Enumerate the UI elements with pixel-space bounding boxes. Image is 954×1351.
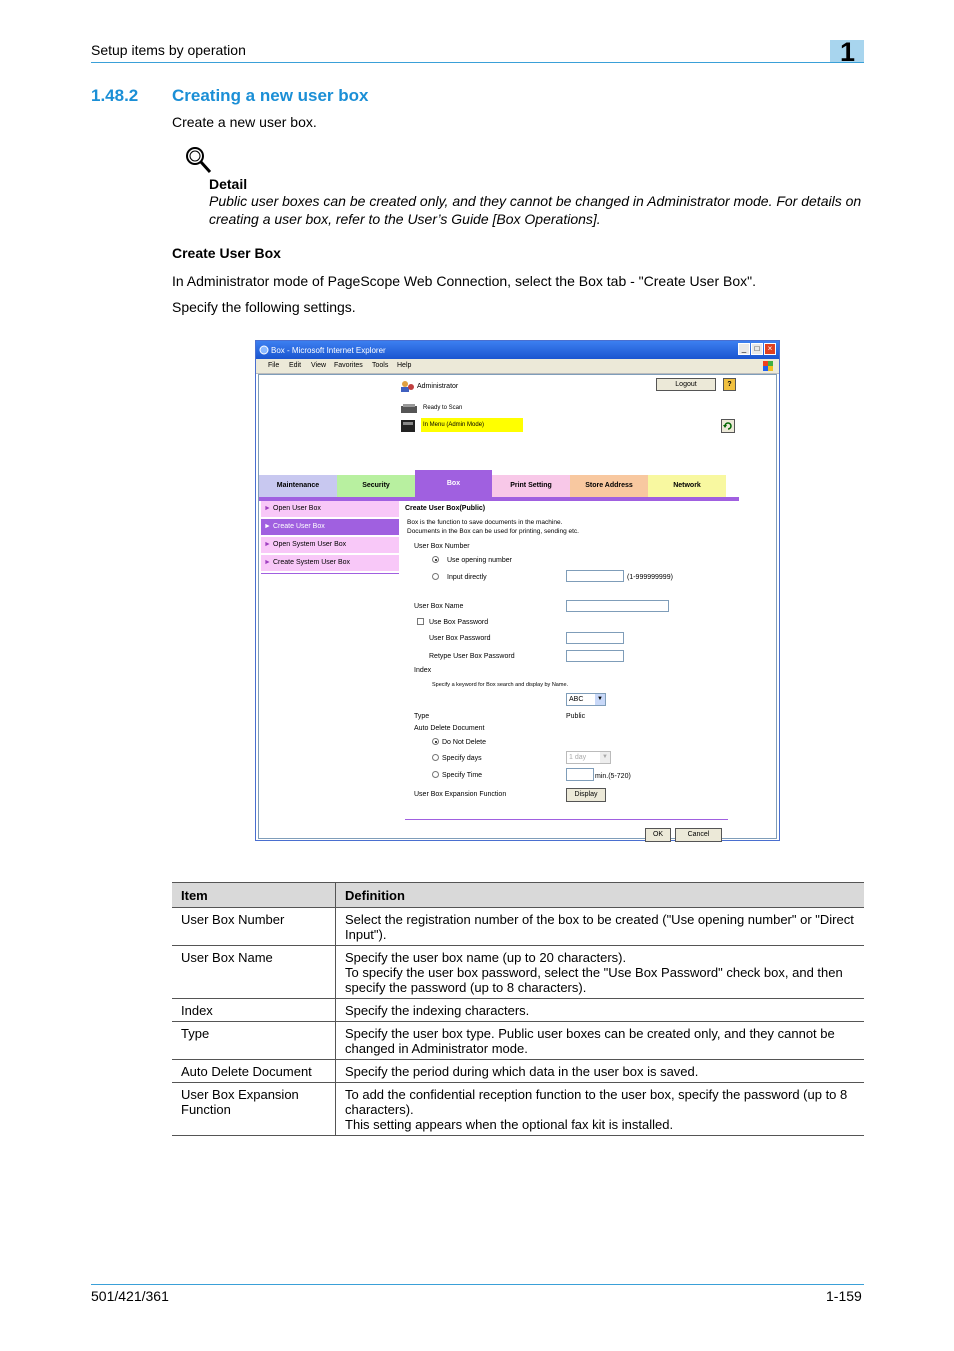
cancel-button[interactable]: Cancel: [675, 828, 722, 842]
row-item: User Box Expansion Function: [172, 1083, 336, 1136]
definition-line: Specify the period during which data in the user box is saved.: [345, 1064, 699, 1079]
sidebar-arrow-icon: ►: [264, 541, 271, 548]
user-box-name-label: User Box Name: [414, 603, 464, 610]
form-heading: Create User Box(Public): [405, 505, 486, 512]
sidebar-arrow-icon: ►: [264, 523, 271, 530]
detail-text: Public user boxes can be created only, and they cannot be changed in Administrator mode. For details on creating a user box, refer to the User’s Guide [Box Operations].: [209, 193, 862, 227]
table-row: [172, 999, 864, 1022]
window-titlebar: [256, 341, 779, 359]
input-directly-label: Input directly: [447, 574, 487, 581]
windows-flag-icon: [762, 360, 774, 372]
box-number-input[interactable]: [566, 570, 624, 582]
admin-label: Administrator: [417, 383, 459, 390]
do-not-delete-label: Do Not Delete: [442, 739, 486, 746]
help-button[interactable]: ?: [723, 378, 736, 391]
minimize-button[interactable]: _: [738, 343, 750, 355]
footer-page-number: 1-159: [826, 1288, 862, 1304]
chapter-number: 1: [840, 37, 856, 67]
radio-specify-days[interactable]: [432, 754, 439, 761]
browser-window-screenshot: [255, 340, 780, 841]
ie-icon: [259, 345, 269, 355]
tab-box[interactable]: Box: [415, 470, 492, 497]
radio-use-opening-number[interactable]: [432, 556, 439, 563]
row-item: Index: [172, 999, 336, 1022]
box-name-input[interactable]: [566, 600, 669, 612]
definition-line: Select the registration number of the box to be created ("Use opening number" or "Direct Input").: [345, 912, 854, 942]
scanner-icon: [400, 403, 418, 415]
menu-edit[interactable]: Edit: [289, 362, 302, 369]
row-definition: [336, 999, 865, 1022]
instruction-paragraph: In Administrator mode of PageScope Web Connection, select the Box tab - "Create User Box".: [172, 273, 756, 289]
definition-line: Specify the user box name (up to 20 characters).: [345, 950, 627, 965]
index-select[interactable]: [566, 693, 606, 706]
specify-days-label: Specify days: [442, 755, 482, 762]
section-number: 1.48.2: [91, 86, 139, 105]
menu-file[interactable]: File: [268, 362, 280, 369]
column-header-definition: Definition: [336, 883, 865, 908]
browser-content: [258, 374, 777, 839]
index-select-value: ABC: [569, 696, 584, 703]
tab-store-address[interactable]: Store Address: [570, 475, 648, 497]
retype-password-label: Retype User Box Password: [429, 653, 515, 660]
time-range: min.(5-720): [595, 773, 631, 780]
menu-favorites[interactable]: Favorites: [334, 362, 363, 369]
index-label: Index: [414, 667, 432, 674]
chevron-down-icon: ▼: [595, 694, 605, 705]
table-row: [172, 1083, 864, 1136]
admin-icon: [400, 380, 414, 392]
tab-security[interactable]: Security: [337, 475, 415, 497]
sidebar-item-create-user-box[interactable]: [261, 519, 399, 535]
sidebar-arrow-icon: ►: [264, 505, 271, 512]
use-password-checkbox[interactable]: [417, 618, 424, 625]
sidebar-item-label: Open System User Box: [273, 541, 347, 548]
sidebar-rule: [261, 573, 399, 574]
days-select-value: 1 day: [569, 754, 587, 761]
definition-line: Specify the user box type. Public user boxes can be created only, and they cannot be changed in Administrator mode.: [345, 1026, 835, 1056]
row-definition: [336, 1022, 865, 1060]
row-item: User Box Name: [172, 946, 336, 999]
index-hint: Specify a keyword for Box search and display by Name.: [432, 682, 569, 688]
definition-line: Specify the indexing characters.: [345, 1003, 530, 1018]
maximize-button[interactable]: □: [751, 343, 763, 355]
radio-input-directly[interactable]: [432, 573, 439, 580]
magnifier-icon: [184, 145, 212, 175]
form-description-1: Box is the function to save documents in the machine.: [407, 519, 563, 526]
row-definition: [336, 1060, 865, 1083]
status-admin-mode: In Menu (Admin Mode): [423, 422, 485, 428]
use-password-label: Use Box Password: [429, 619, 489, 626]
form-description-2: Documents in the Box can be used for printing, sending etc.: [407, 528, 579, 535]
status-highlight: [421, 418, 523, 432]
row-item: User Box Number: [172, 908, 336, 946]
table-row: [172, 946, 864, 999]
specify-time-label: Specify Time: [442, 772, 483, 779]
sidebar-item-open-system-user-box[interactable]: [261, 537, 399, 553]
box-number-range: (1-999999999): [627, 574, 673, 581]
radio-specify-time[interactable]: [432, 771, 439, 778]
radio-do-not-delete[interactable]: [432, 738, 439, 745]
tab-maintenance[interactable]: Maintenance: [259, 475, 337, 497]
printer-icon: [400, 418, 416, 434]
use-opening-number-label: Use opening number: [447, 557, 512, 564]
row-definition: [336, 946, 865, 999]
row-definition: [336, 908, 865, 946]
section-title: Creating a new user box: [172, 86, 369, 105]
menu-help[interactable]: Help: [397, 362, 412, 369]
definition-line: This setting appears when the optional fax kit is installed.: [345, 1117, 674, 1132]
chevron-down-icon: ▼: [600, 752, 610, 763]
footer-model: 501/421/361: [91, 1288, 169, 1304]
password-input[interactable]: [566, 632, 624, 644]
footer-rule: [91, 1284, 864, 1285]
sidebar-item-label: Create System User Box: [273, 559, 351, 566]
expansion-function-label: User Box Expansion Function: [414, 791, 507, 798]
column-header-item: Item: [172, 883, 336, 908]
days-select[interactable]: [566, 751, 611, 764]
sidebar-arrow-icon: ►: [264, 559, 271, 566]
menu-bar: [256, 359, 779, 374]
table-row: [172, 908, 864, 946]
table-row: [172, 1022, 864, 1060]
refresh-icon: [722, 420, 734, 432]
window-title: Box - Microsoft Internet Explorer: [271, 346, 386, 355]
ok-button[interactable]: OK: [645, 828, 671, 842]
definition-table: [172, 882, 864, 1136]
table-header-row: [172, 883, 864, 908]
time-input[interactable]: [566, 768, 594, 781]
sidebar-item-label: Open User Box: [273, 505, 321, 512]
type-label: Type: [414, 713, 430, 720]
display-button[interactable]: Display: [566, 788, 606, 802]
auto-delete-label: Auto Delete Document: [414, 725, 485, 732]
close-button[interactable]: ×: [764, 343, 776, 355]
password-label: User Box Password: [429, 635, 491, 642]
user-box-number-label: User Box Number: [414, 543, 470, 550]
definition-line: To specify the user box password, select the "Use Box Password" check box, and then specify the password (up to 8 characters).: [345, 965, 843, 995]
table-row: [172, 1060, 864, 1083]
row-item: Type: [172, 1022, 336, 1060]
sidebar-item-open-user-box[interactable]: [261, 501, 399, 517]
settings-paragraph: Specify the following settings.: [172, 299, 356, 315]
row-definition: [336, 1083, 865, 1136]
row-item: Auto Delete Document: [172, 1060, 336, 1083]
logout-button[interactable]: Logout: [656, 378, 716, 391]
form-rule: [405, 819, 728, 820]
menu-tools[interactable]: Tools: [372, 362, 389, 369]
menu-view[interactable]: View: [311, 362, 327, 369]
header-rule: [91, 62, 864, 63]
type-value: Public: [566, 713, 586, 720]
tab-print-setting[interactable]: Print Setting: [492, 475, 570, 497]
tab-network[interactable]: Network: [648, 475, 726, 497]
subsection-title: Create User Box: [172, 245, 281, 261]
retype-password-input[interactable]: [566, 650, 624, 662]
status-ready: Ready to Scan: [423, 405, 463, 411]
detail-label: Detail: [209, 176, 248, 192]
refresh-button[interactable]: [721, 419, 735, 433]
definition-line: To add the confidential reception function to the user box, specify the password (up to 8 characters).: [345, 1087, 848, 1117]
intro-text: Create a new user box.: [172, 114, 317, 130]
sidebar-item-label: Create User Box: [273, 523, 325, 530]
running-header: Setup items by operation: [91, 42, 246, 58]
sidebar-item-create-system-user-box[interactable]: [261, 555, 399, 571]
